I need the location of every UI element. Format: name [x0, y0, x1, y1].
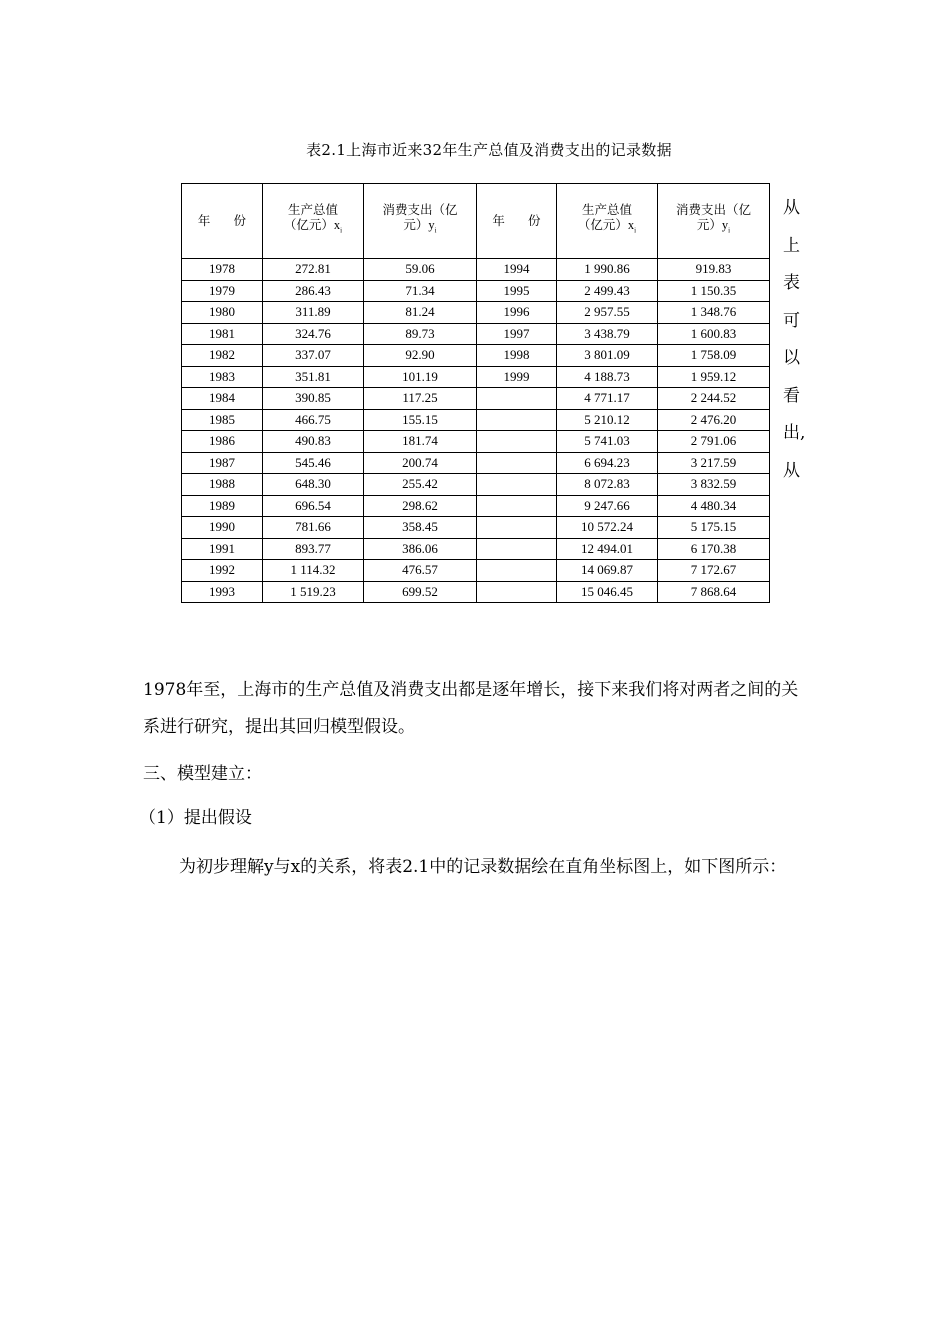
- cell-gdp: 14 069.87: [557, 560, 658, 582]
- cell-gdp: 3 801.09: [557, 345, 658, 367]
- cell-gdp: 466.75: [263, 409, 364, 431]
- cell-consumption: 71.34: [364, 280, 477, 302]
- cell-gdp: 648.30: [263, 474, 364, 496]
- cell-year: [477, 495, 557, 517]
- vertical-char: 从: [783, 460, 800, 481]
- cell-consumption: 2 476.20: [658, 409, 770, 431]
- table-row: [182, 388, 770, 410]
- section-heading: 三、模型建立：: [143, 764, 262, 784]
- paragraph-plot-intro: 为初步理解y与x的关系，将表2.1中的记录数据绘在直角坐标图上，如下图所示：: [179, 857, 787, 877]
- cell-year: 1995: [477, 280, 557, 302]
- cell-year: 1984: [182, 388, 263, 410]
- table-row: [182, 474, 770, 496]
- cell-consumption: 1 150.35: [658, 280, 770, 302]
- vertical-char: 表: [783, 273, 800, 293]
- cell-consumption: 6 170.38: [658, 538, 770, 560]
- subsection-heading: （1）提出假设: [139, 808, 252, 828]
- cell-year: 1993: [182, 581, 263, 603]
- cell-gdp: 8 072.83: [557, 474, 658, 496]
- cell-year: 1996: [477, 302, 557, 324]
- cell-consumption: 181.74: [364, 431, 477, 453]
- cell-gdp: 351.81: [263, 366, 364, 388]
- table-row: [182, 280, 770, 302]
- cell-year: [477, 560, 557, 582]
- cell-year: 1978: [182, 259, 263, 281]
- table-caption: 表2.1上海市近来32年生产总值及消费支出的记录数据: [306, 141, 672, 159]
- vertical-char: 以: [783, 348, 800, 368]
- table-row: [182, 302, 770, 324]
- vertical-char: 看: [783, 385, 800, 406]
- cell-year: 1992: [182, 560, 263, 582]
- cell-consumption: 3 217.59: [658, 452, 770, 474]
- cell-year: 1994: [477, 259, 557, 281]
- table-row: [182, 431, 770, 453]
- cell-gdp: 272.81: [263, 259, 364, 281]
- cell-consumption: 1 600.83: [658, 323, 770, 345]
- paragraph-intro: 1978年至，上海市的生产总值及消费支出都是逐年增长，接下来我们将对两者之间的关系进行研究，提出其回归模型假设。: [143, 680, 799, 737]
- cell-year: 1999: [477, 366, 557, 388]
- cell-consumption: 358.45: [364, 517, 477, 539]
- cell-year: [477, 517, 557, 539]
- cell-year: 1998: [477, 345, 557, 367]
- cell-gdp: 12 494.01: [557, 538, 658, 560]
- cell-gdp: 1 990.86: [557, 259, 658, 281]
- cell-consumption: 89.73: [364, 323, 477, 345]
- table-row: [182, 259, 770, 281]
- vertical-char: 可: [783, 310, 800, 331]
- cell-gdp: 490.83: [263, 431, 364, 453]
- vertical-char: 上: [783, 235, 800, 256]
- vertical-char: 出,: [783, 423, 806, 443]
- table-row: [182, 517, 770, 539]
- cell-gdp: 324.76: [263, 323, 364, 345]
- cell-consumption: 101.19: [364, 366, 477, 388]
- cell-consumption: 59.06: [364, 259, 477, 281]
- cell-gdp: 1 114.32: [263, 560, 364, 582]
- header-year: 年 份: [182, 184, 263, 259]
- header-gdp: 生产总值 （亿元）$x_i$: [557, 184, 658, 259]
- cell-consumption: 117.25: [364, 388, 477, 410]
- cell-year: 1986: [182, 431, 263, 453]
- table-row: [182, 409, 770, 431]
- cell-gdp: 545.46: [263, 452, 364, 474]
- cell-consumption: 5 175.15: [658, 517, 770, 539]
- table-row: [182, 452, 770, 474]
- cell-consumption: 1 348.76: [658, 302, 770, 324]
- data-table: [181, 183, 770, 603]
- side-vertical-text: [783, 190, 806, 490]
- cell-gdp: 390.85: [263, 388, 364, 410]
- cell-gdp: 337.07: [263, 345, 364, 367]
- table-row: [182, 495, 770, 517]
- cell-consumption: 255.42: [364, 474, 477, 496]
- cell-gdp: 15 046.45: [557, 581, 658, 603]
- cell-consumption: 3 832.59: [658, 474, 770, 496]
- header-gdp: 生产总值 （亿元）$x_i$: [263, 184, 364, 259]
- cell-consumption: 4 480.34: [658, 495, 770, 517]
- cell-year: [477, 409, 557, 431]
- cell-consumption: 92.90: [364, 345, 477, 367]
- cell-year: 1979: [182, 280, 263, 302]
- cell-consumption: 1 959.12: [658, 366, 770, 388]
- cell-consumption: 81.24: [364, 302, 477, 324]
- table-row: [182, 345, 770, 367]
- cell-consumption: 7 868.64: [658, 581, 770, 603]
- cell-gdp: 4 188.73: [557, 366, 658, 388]
- cell-year: 1988: [182, 474, 263, 496]
- table-header-row: [182, 184, 770, 259]
- cell-year: 1982: [182, 345, 263, 367]
- cell-gdp: 286.43: [263, 280, 364, 302]
- cell-gdp: 10 572.24: [557, 517, 658, 539]
- cell-year: [477, 581, 557, 603]
- cell-gdp: 9 247.66: [557, 495, 658, 517]
- cell-year: 1980: [182, 302, 263, 324]
- header-consumption: 消费支出（亿 元）$y_i$: [658, 184, 770, 259]
- cell-gdp: 311.89: [263, 302, 364, 324]
- cell-consumption: 155.15: [364, 409, 477, 431]
- cell-consumption: 476.57: [364, 560, 477, 582]
- cell-year: [477, 388, 557, 410]
- cell-gdp: 4 771.17: [557, 388, 658, 410]
- table-row: [182, 538, 770, 560]
- cell-year: 1987: [182, 452, 263, 474]
- cell-year: 1985: [182, 409, 263, 431]
- cell-gdp: 2 957.55: [557, 302, 658, 324]
- cell-year: 1991: [182, 538, 263, 560]
- table-row: [182, 581, 770, 603]
- cell-gdp: 3 438.79: [557, 323, 658, 345]
- cell-gdp: 781.66: [263, 517, 364, 539]
- cell-gdp: 696.54: [263, 495, 364, 517]
- cell-year: 1981: [182, 323, 263, 345]
- cell-consumption: 699.52: [364, 581, 477, 603]
- header-consumption: 消费支出（亿 元）$y_i$: [364, 184, 477, 259]
- cell-consumption: 200.74: [364, 452, 477, 474]
- cell-year: [477, 538, 557, 560]
- cell-consumption: 298.62: [364, 495, 477, 517]
- cell-gdp: 5 210.12: [557, 409, 658, 431]
- cell-year: [477, 474, 557, 496]
- cell-consumption: 919.83: [658, 259, 770, 281]
- table-row: [182, 366, 770, 388]
- cell-year: 1983: [182, 366, 263, 388]
- cell-year: 1989: [182, 495, 263, 517]
- cell-year: [477, 452, 557, 474]
- table-row: [182, 323, 770, 345]
- cell-consumption: 2 244.52: [658, 388, 770, 410]
- cell-gdp: 5 741.03: [557, 431, 658, 453]
- cell-year: [477, 431, 557, 453]
- cell-consumption: 2 791.06: [658, 431, 770, 453]
- cell-consumption: 7 172.67: [658, 560, 770, 582]
- cell-gdp: 893.77: [263, 538, 364, 560]
- cell-consumption: 386.06: [364, 538, 477, 560]
- cell-gdp: 2 499.43: [557, 280, 658, 302]
- header-year: 年 份: [477, 184, 557, 259]
- cell-gdp: 6 694.23: [557, 452, 658, 474]
- cell-year: 1990: [182, 517, 263, 539]
- vertical-char: 从: [783, 198, 800, 218]
- table-row: [182, 560, 770, 582]
- cell-year: 1997: [477, 323, 557, 345]
- cell-consumption: 1 758.09: [658, 345, 770, 367]
- cell-gdp: 1 519.23: [263, 581, 364, 603]
